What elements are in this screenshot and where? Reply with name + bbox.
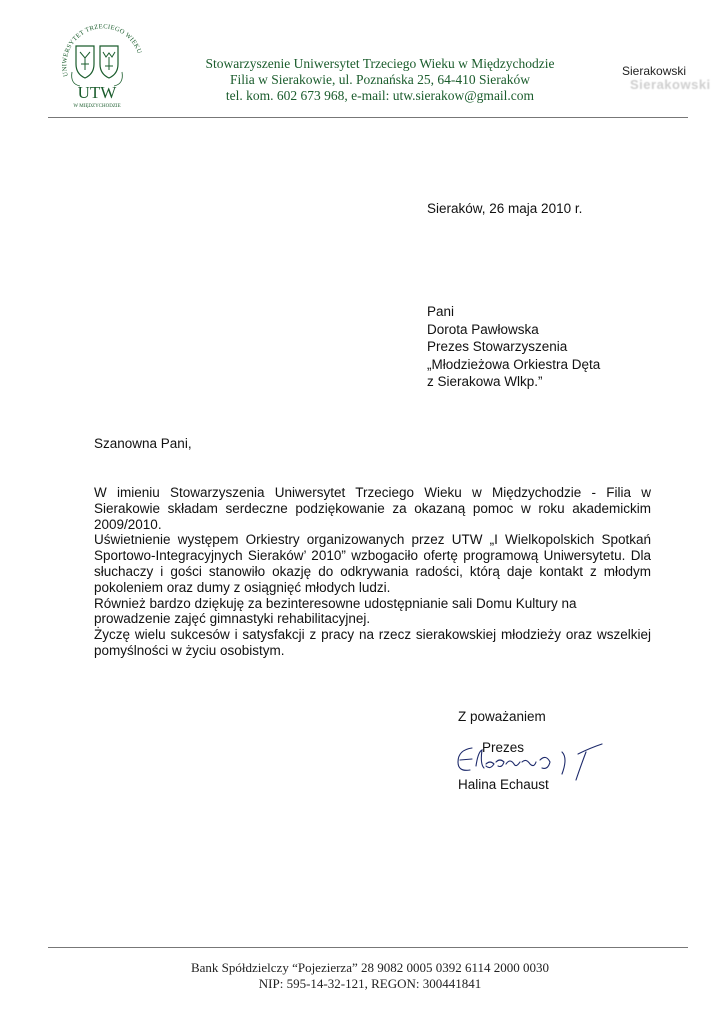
logo-arc-text: UNIWERSYTET TRZECIEGO WIEKU [61,24,143,78]
letterhead-contact: tel. kom. 602 673 968, e-mail: utw.sierakow@gmail.com [225,88,535,103]
stamp [622,64,711,92]
footer-bank-account: Bank Spółdzielczy “Pojezierza” 28 9082 0005 0392 6114 2000 0030 [190,960,550,975]
svg-text:UNIWERSYTET TRZECIEGO WIEKU [61,24,143,77]
logo-location: W MIĘDZYCHODZIE [73,104,121,109]
salutation: Szanowna Pani, [94,436,192,451]
letterhead-address: Filia w Sierakowie, ul. Poznańska 25, 64-410 Sieraków [230,72,530,87]
shield-right-icon [100,46,118,78]
footer-divider [48,947,688,948]
utw-logo [50,24,156,110]
logo-acronym: UTW [77,83,117,102]
letter-date: Sieraków, 26 maja 2010 r. [427,201,583,216]
footer-tax-ids: NIP: 595-14-32-121, REGON: 300441841 [258,976,482,991]
recipient-location: z Sierakowa Wlkp.” [427,374,543,389]
letterhead [160,56,600,104]
header-divider [48,117,688,118]
signer-title: Prezes [482,740,525,755]
footer [100,960,640,992]
body-paragraph: Uświetnienie występem Orkiestry organizowanych przez UTW „I Wielkopolskich Spotkań Sportowo-Integracyjnych Sieraków’ 2010” wzbogaciło ofertę programową Uniwersytetu. Dla słuchaczy i gości stanowiło okazję do odkrywania radości, którą daje kontakt z młodym pokoleniem oraz dumy z osiągnięć młodych ludzi. [94,532,651,595]
letterhead-organization: Stowarzyszenie Uniwersytet Trzeciego Wieku w Międzychodzie [205,56,555,71]
shield-left-icon [76,46,94,78]
recipient-block [427,303,600,391]
recipient-name: Dorota Pawłowska [427,321,539,337]
recipient-organization: „Młodzieżowa Orkiestra Dęta [427,356,601,372]
recipient-role: Prezes Stowarzyszenia [427,339,568,354]
recipient-line: Pani [427,304,455,319]
stamp-ghost-imprint: Sierakowski [630,77,711,92]
stamp-label: Sierakowski [622,64,687,78]
body-paragraph: W imieniu Stowarzyszenia Uniwersytet Trzeciego Wieku w Międzychodzie - Filia w Sierakowie składam serdeczne podziękowanie za okazaną pomoc w roku akademickim 2009/2010. [94,485,651,532]
letter-body [94,485,651,659]
body-paragraph: Życzę wielu sukcesów i satysfakcji z pracy na rzecz sierakowskiej młodzieży oraz wszelkiej pomyślności w życiu osobistym. [94,627,651,658]
body-paragraph: Również bardzo dziękuję za bezinteresowne udostępnianie sali Domu Kultury na prowadzenie zajęć gimnastyki rehabilitacyjnej. [94,595,577,627]
signer-name: Halina Echaust [458,777,549,792]
closing: Z poważaniem [458,709,546,724]
